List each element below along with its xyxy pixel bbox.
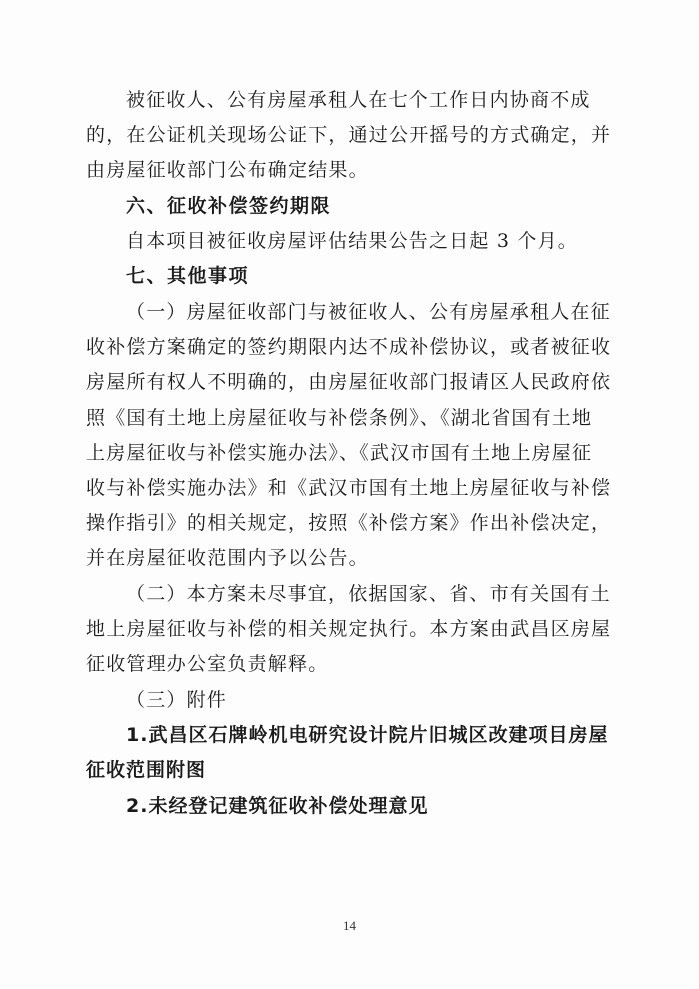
section-heading-six: 六、征收补偿签约期限 [126,195,332,217]
paragraph-line: （二）本方案未尽事宜，依据国家、省、市有关国有土 [126,583,611,605]
page-number: 14 [343,918,356,933]
paragraph-line: 并在房屋征收范围内予以公告。 [86,547,369,569]
paragraph-line: 上房屋征收与补偿实施办法》、《武汉市国有土地上房屋征 [86,442,593,464]
paragraph-line: 房屋所有权人不明确的，由房屋征收部门报请区人民政府依 [86,371,612,393]
paragraph-line: 收补偿方案确定的签约期限内达不成补偿协议，或者被征收 [86,336,612,358]
paragraph-line: 自本项目被征收房屋评估结果公告之日起 3 个月。 [126,230,578,252]
paragraph-line: 地上房屋征收与补偿的相关规定执行。本方案由武昌区房屋 [86,618,612,640]
attachment-one: 1.武昌区石牌岭机电研究设计院片旧城区改建项目房屋 [126,724,609,746]
paragraph-line: 被征收人、公有房屋承租人在七个工作日内协商不成 [126,89,591,111]
paragraph-line: （一）房屋征收部门与被征收人、公有房屋承租人在征 [126,301,611,323]
paragraph-line: 操作指引》的相关规定，按照《补偿方案》作出补偿决定， [86,512,612,534]
paragraph-line: 由房屋征收部门公布确定结果。 [86,159,369,181]
attachment-two: 2.未经登记建筑征收补偿处理意见 [126,795,429,817]
paragraph-line: 的，在公证机关现场公证下，通过公开摇号的方式确定，并 [86,124,612,146]
paragraph-line: 收与补偿实施办法》和《武汉市国有土地上房屋征收与补偿 [86,477,612,499]
paragraph-line: 照《国有土地上房屋征收与补偿条例》、《湖北省国有土地 [86,407,593,429]
attachment-one-continued: 征收范围附图 [86,759,207,781]
section-heading-seven: 七、其他事项 [126,265,250,287]
paragraph-line: 征收管理办公室负责解释。 [86,653,329,675]
paragraph-line: （三）附件 [126,689,228,711]
